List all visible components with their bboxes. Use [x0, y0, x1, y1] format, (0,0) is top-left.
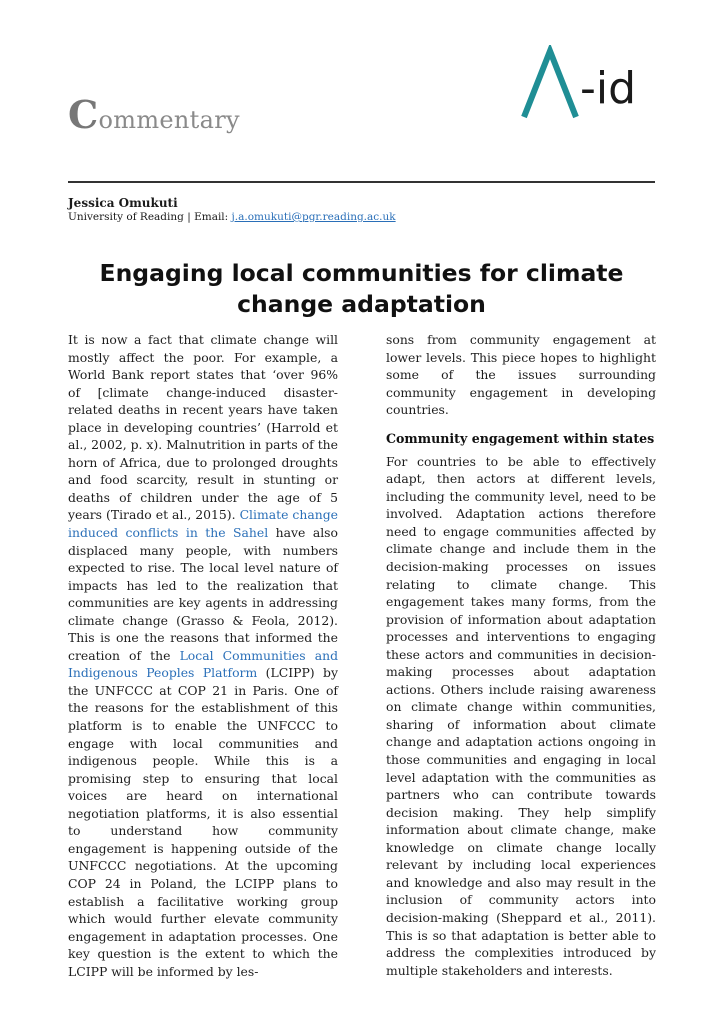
- header-rule: [68, 181, 655, 183]
- section-label: [68, 92, 240, 137]
- journal-logo-icon: [520, 45, 660, 120]
- section-heading: Community engagement within states: [386, 430, 655, 446]
- logo-text: -id: [580, 63, 637, 114]
- author-block: [68, 196, 396, 224]
- logo-triangle-icon: [524, 51, 576, 117]
- article-title: Engaging local communities for climate change adaptation: [99, 259, 624, 318]
- paragraph-continued: sons from community engagement at lower levels. This piece hopes to highlight some of the issues surrounding community engagement in developing countries.: [386, 332, 656, 418]
- section-label-initial: C: [68, 92, 99, 137]
- section-label-rest: ommentary: [98, 106, 240, 134]
- author-name: Jessica Omukuti: [68, 196, 178, 210]
- lcipp-link[interactable]: Local Communities and Indigenous Peoples Platform: [68, 647, 338, 681]
- affiliation-text: University of Reading | Email:: [68, 211, 232, 223]
- intro-text-c: (LCIPP) by the UNFCCC at COP 21 in Paris. One of the reasons for the establishment of this platform is to enable the UNFCCC to engage with local communities and indigenous people. While this is a promising step to ensuring that local voices are heard on international negotiation platforms, it is also essential to understand how community engagement is happening outside of the UNFCCC negotiations. At the upcoming COP 24 in Poland, the LCIPP plans to establish a facilitative working group which would further elevate community engagement in adaptation processes. One key question is the extent to which the LCIPP will be informed by les-: [68, 665, 338, 979]
- author-email-link[interactable]: j.a.omukuti@pgr.reading.ac.uk: [231, 211, 396, 223]
- sahel-conflicts-link[interactable]: Climate change induced conflicts in the Sahel: [68, 507, 338, 541]
- author-affiliation: [68, 210, 396, 224]
- left-column: [68, 331, 338, 980]
- paragraph-intro: [68, 331, 338, 980]
- journal-logo: [520, 45, 660, 120]
- right-column: [386, 331, 656, 979]
- intro-text-a: It is now a fact that climate change will mostly affect the poor. For example, a World Bank report states that ‘over 96% of [climate change-induced disaster-related deaths in recent years have taken place in developing countries’ (Harrold et al., 2002, p. x). Malnutrition in parts of the horn of Africa, due to prolonged droughts and food scarcity, result in stunting or deaths of children under the age of 5 years (Tirado et al., 2015).: [68, 332, 338, 523]
- paragraph-community-engagement: For countries to be able to effectively adapt, then actors at different levels, including the community level, need to be involved. Adaptation actions therefore need to engage communities affected by climate change and include them in the decision-making processes on issues relating to climate change. This engagement takes many forms, from the provision of information about adaptation processes and interventions to engaging these actors and communities in decision-making processes about adaptation actions. Others include raising awareness on climate change within communities, sharing of information about climate change and adaptation actions ongoing in those communities and engaging in local level adaptation with the communities as partners who can contribute towards decision making. They help simplify information about climate change, make knowledge on climate change locally relevant by including local experiences and knowledge and also may result in the inclusion of community actors into decision-making (Sheppard et al., 2011). This is so that adaptation is better able to address the complexities introduced by multiple stakeholders and interests.: [386, 453, 656, 978]
- intro-text-b: have also displaced many people, with numbers expected to rise. The local level nature of impacts has led to the realization that communities are key agents in addressing climate change (Grasso & Feola, 2012). This is one the reasons that informed the creation of the: [68, 525, 339, 663]
